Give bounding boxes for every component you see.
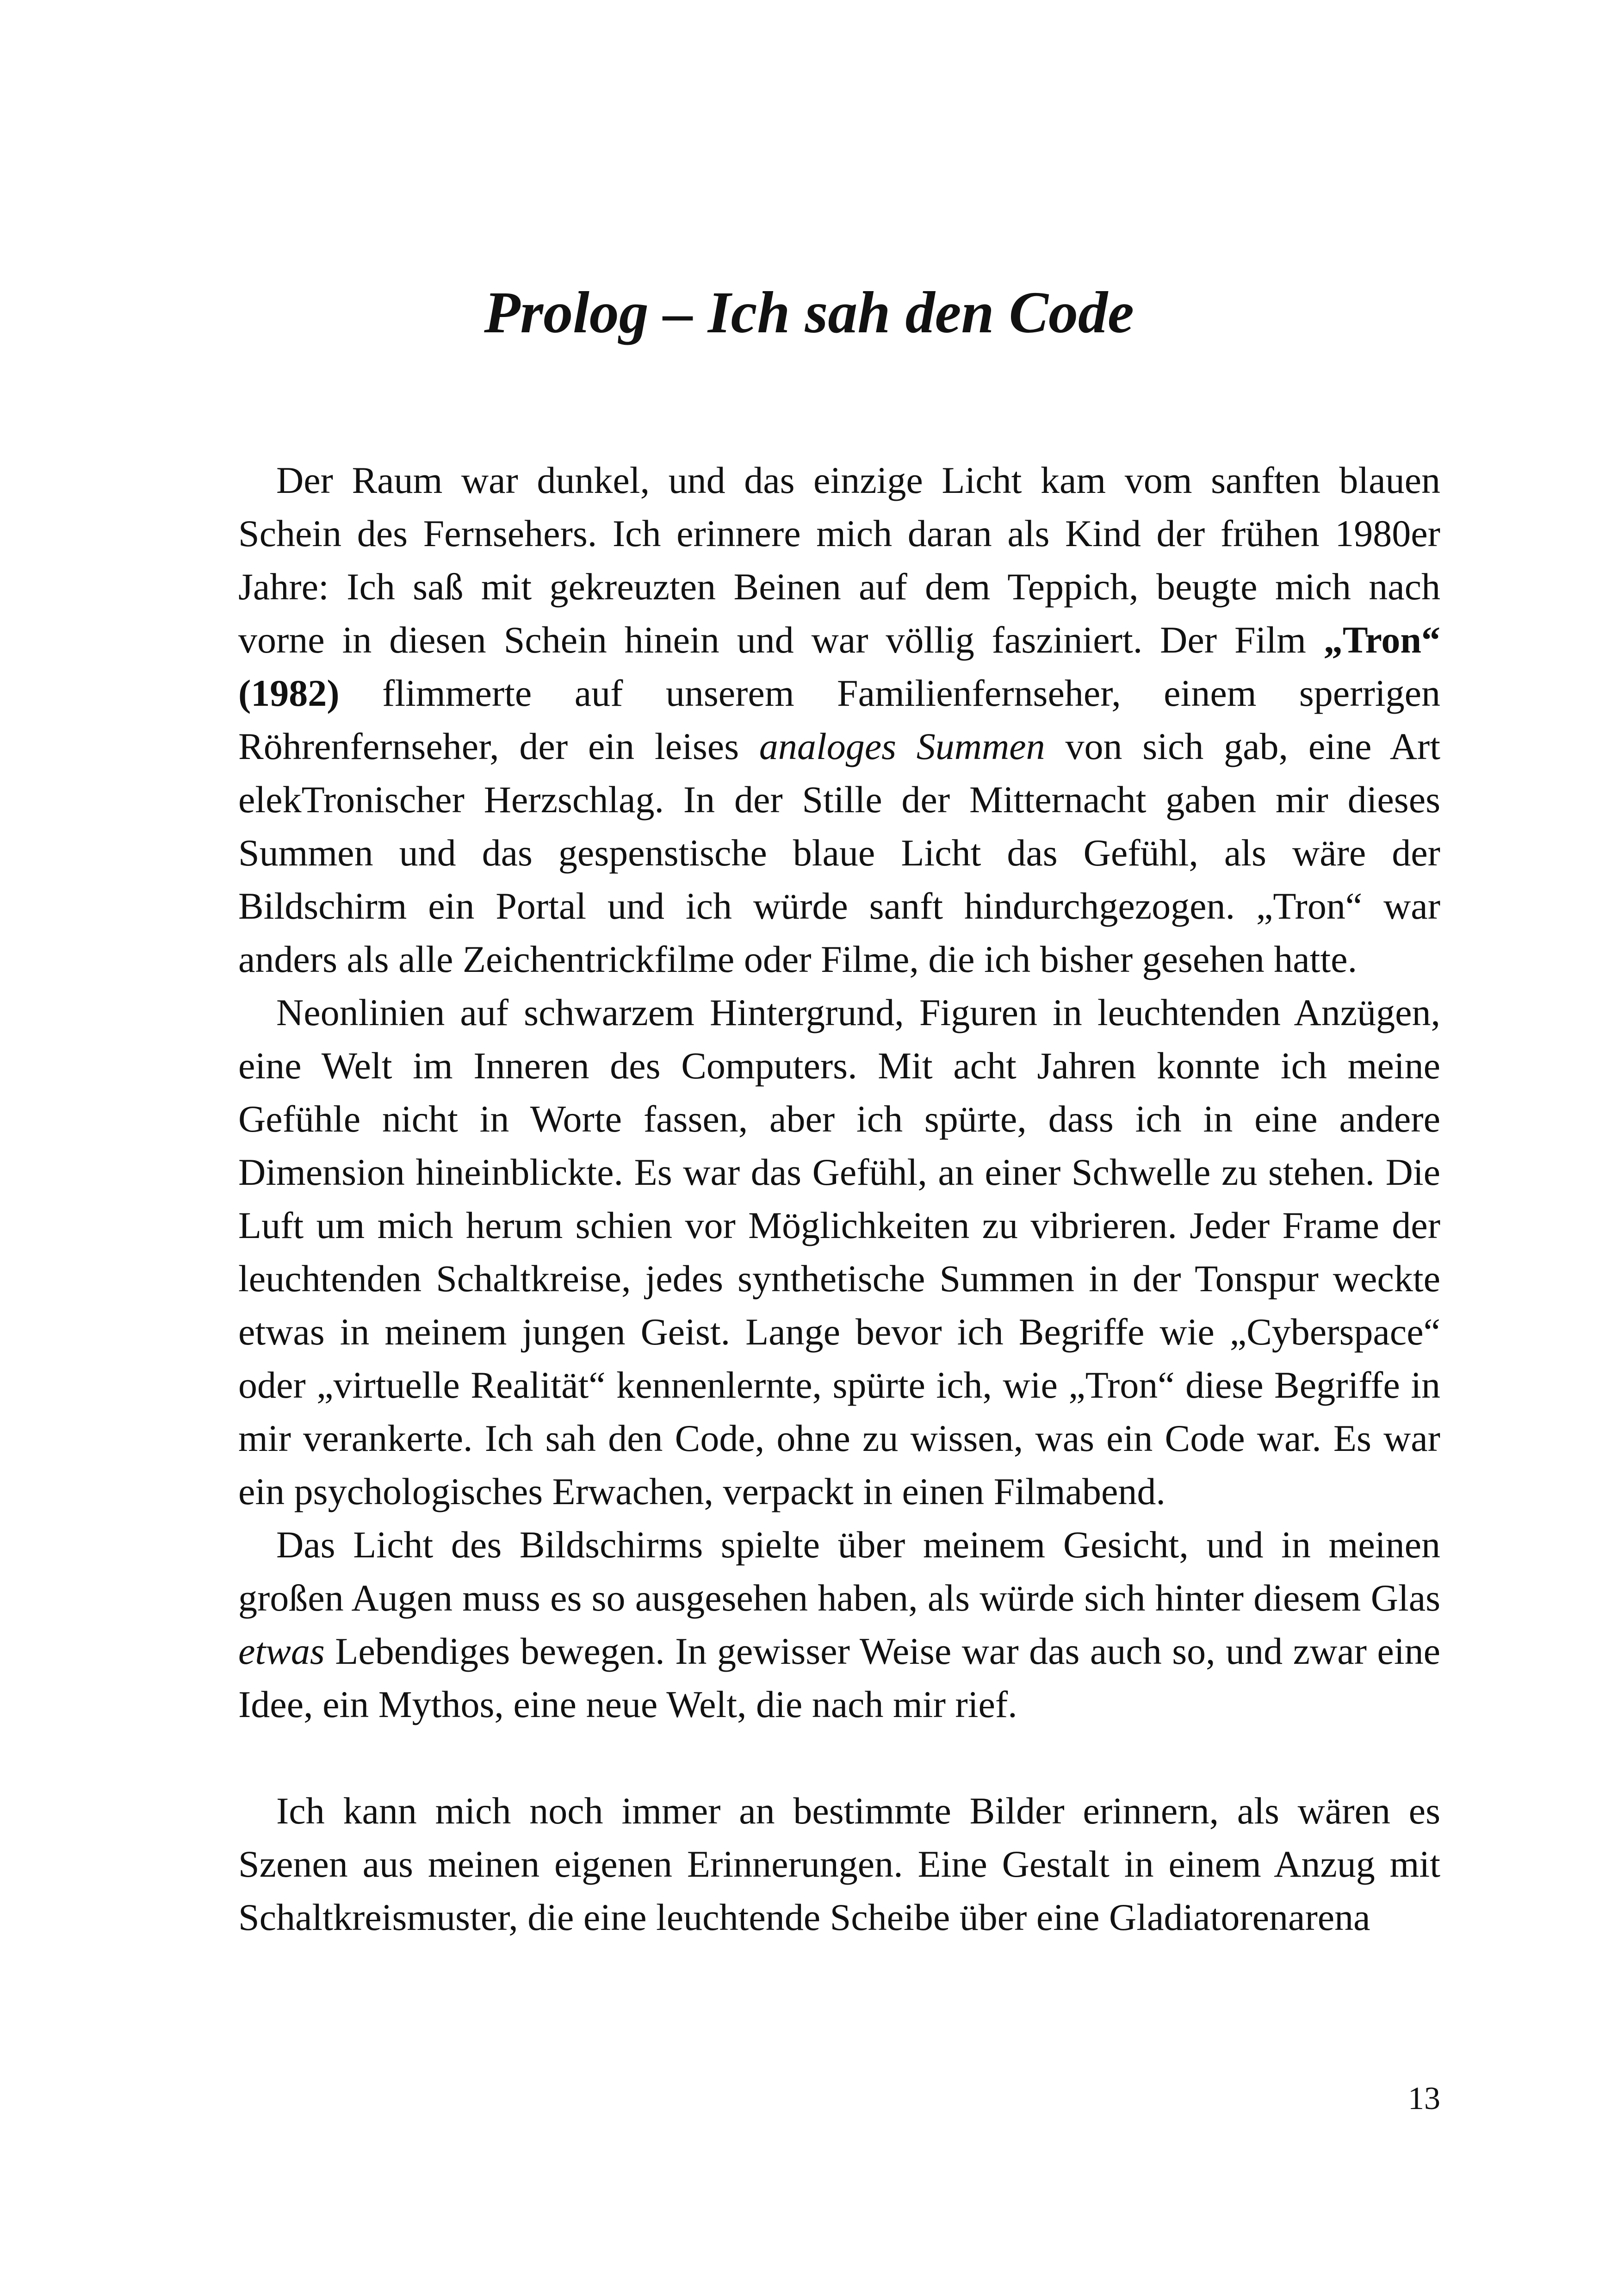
body-text (238, 454, 1440, 1944)
paragraph-2: Neonlinien auf schwarzem Hintergrund, Figuren in leuchtenden Anzügen, eine Welt im Inneren des Computers. Mit acht Jahren konnte ich meine Gefühle nicht in Worte fassen, aber ich spürte, dass ich in eine andere Dimension hineinblickte. Es war das Gefühl, an einer Schwelle zu stehen. Die Luft um mich herum schien vor Möglichkeiten zu vibrieren. Jeder Frame der leuchtenden Schaltkreise, jedes synthetische Summen in der Tonspur weckte etwas in meinem jungen Geist. Lange bevor ich Begriffe wie „Cyberspace“ oder „virtuelle Realität“ kennenlernte, spürte ich, wie „Tron“ diese Begriffe in mir verankerte. Ich sah den Code, ohne zu wissen, was ein Code war. Es war ein psychologisches Erwachen, verpackt in einen Filmabend. (238, 991, 1440, 1512)
paragraph-3-text-a: Das Licht des Bildschirms spielte über meinem Gesicht, und in meinen großen Augen muss es so ausgesehen haben, als würde sich hinter diesem Glas (238, 1524, 1440, 1619)
page-number: 13 (1408, 2081, 1440, 2116)
paragraph-1 (238, 454, 1440, 986)
paragraph-3 (238, 1518, 1440, 1731)
chapter-title: Prolog – Ich sah den Code (484, 280, 1134, 345)
paragraph-3-text-c: Lebendiges bewegen. In gewisser Weise war das auch so, und zwar eine Idee, ein Mythos, eine neue Welt, die nach mir rief. (238, 1630, 1440, 1725)
paragraph-1-text-e: von sich gab, eine Art elekTronischer Herzschlag. In der Stille der Mitternacht gaben mir dieses Summen und das gespenstische blaue Licht das Gefühl, als wäre der Bildschirm ein Portal und ich würde sanft hindurchgezogen. „Tron“ war anders als alle Zeichentrickfilme oder Filme, die ich bisher gesehen hatte. (238, 725, 1441, 980)
analog-hum-emphasis: analoges Summen (759, 725, 1045, 767)
paragraph-1-text-c: flimmerte auf unserem Familienfernseher, einem sperrigen Röhrenfernseher, der ein leises (238, 672, 1440, 767)
section-break (238, 1731, 1440, 1784)
paragraph-4: Ich kann mich noch immer an bestimmte Bilder erinnern, als wären es Szenen aus meinen eigenen Erinnerungen. Eine Gestalt in einem Anzug mit Schaltkreismuster, die eine leuchtende Scheibe über eine Gladiatorenarena (238, 1790, 1440, 1938)
film-title-emphasis: „Tron“ (1982) (238, 619, 1440, 714)
etwas-emphasis: etwas (238, 1630, 325, 1672)
paragraph-1-text-a: Der Raum war dunkel, und das einzige Licht kam vom sanften blauen Schein des Fernsehers. Ich erinnere mich daran als Kind der frühen 1980er Jahre: Ich saß mit gekreuzten Beinen auf dem Teppich, beugte mich nach vorne in diesen Schein hinein und war völlig fasziniert. Der Film (238, 459, 1440, 661)
